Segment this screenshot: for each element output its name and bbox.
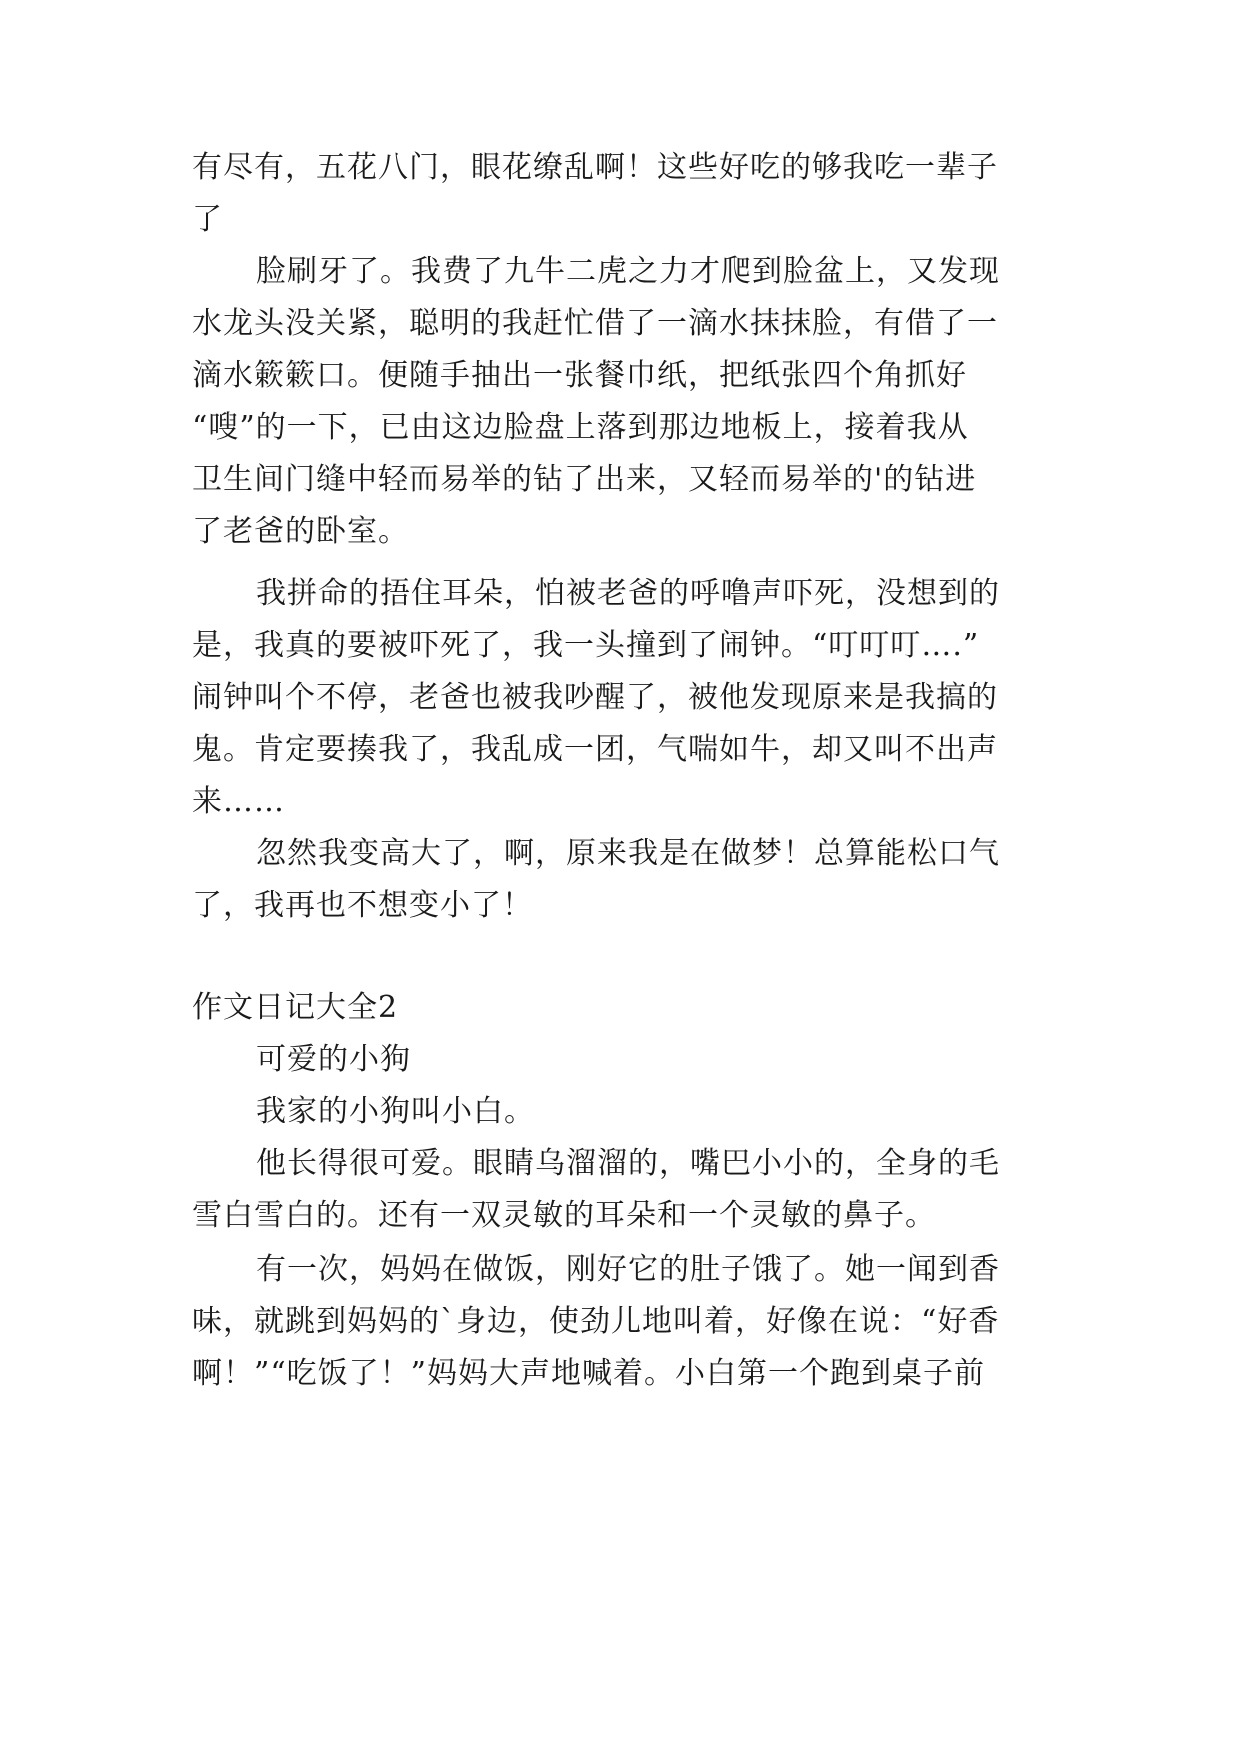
text-line: 鬼。肯定要揍我了，我乱成一团，气喘如牛，却又叫不出声 [192,732,998,767]
text-line: 卫生间门缝中轻而易举的钻了出来，又轻而易举的'的钻进 [192,462,977,497]
paragraph-start: 脸刷牙了。我费了九牛二虎之力才爬到脸盆上，又发现 [256,254,1000,289]
text-line: 来…… [192,784,285,819]
text-line: 啊！”“吃饭了！”妈妈大声地喊着。小白第一个跑到桌子前 [192,1356,986,1391]
text-line: 是，我真的要被吓死了，我一头撞到了闹钟。“叮叮叮….” [192,628,980,663]
text-line: “嗖”的一下，已由这边脸盘上落到那边地板上，接着我从 [192,410,969,445]
paragraph-start: 我拼命的捂住耳朵，怕被老爸的呼噜声吓死，没想到的 [256,576,1000,611]
text-line: 了 [192,202,223,237]
text-line: 滴水簌簌口。便随手抽出一张餐巾纸，把纸张四个角抓好 [192,358,967,393]
paragraph-start: 有一次，妈妈在做饭，刚好它的肚子饿了。她一闻到香 [256,1252,1000,1287]
paragraph-start: 忽然我变高大了，啊，原来我是在做梦！总算能松口气 [256,836,1000,871]
text-line: 味，就跳到妈妈的`身边，使劲儿地叫着，好像在说：“好香 [192,1304,1000,1339]
text-line: 闹钟叫个不停，老爸也被我吵醒了，被他发现原来是我搞的 [192,680,998,715]
paragraph-start: 他长得很可爱。眼睛乌溜溜的，嘴巴小小的，全身的毛 [256,1146,1000,1181]
text-line: 水龙头没关紧，聪明的我赶忙借了一滴水抹抹脸，有借了一 [192,306,998,341]
paragraph-start: 我家的小狗叫小白。 [256,1094,535,1129]
text-line: 有尽有，五花八门，眼花缭乱啊！这些好吃的够我吃一辈子 [192,150,998,185]
text-line: 了，我再也不想变小了！ [192,888,533,923]
section-heading: 作文日记大全2 [192,990,399,1025]
text-line: 了老爸的卧室。 [192,514,409,549]
text-line: 雪白雪白的。还有一双灵敏的耳朵和一个灵敏的鼻子。 [192,1198,936,1233]
essay-title: 可爱的小狗 [256,1042,411,1077]
